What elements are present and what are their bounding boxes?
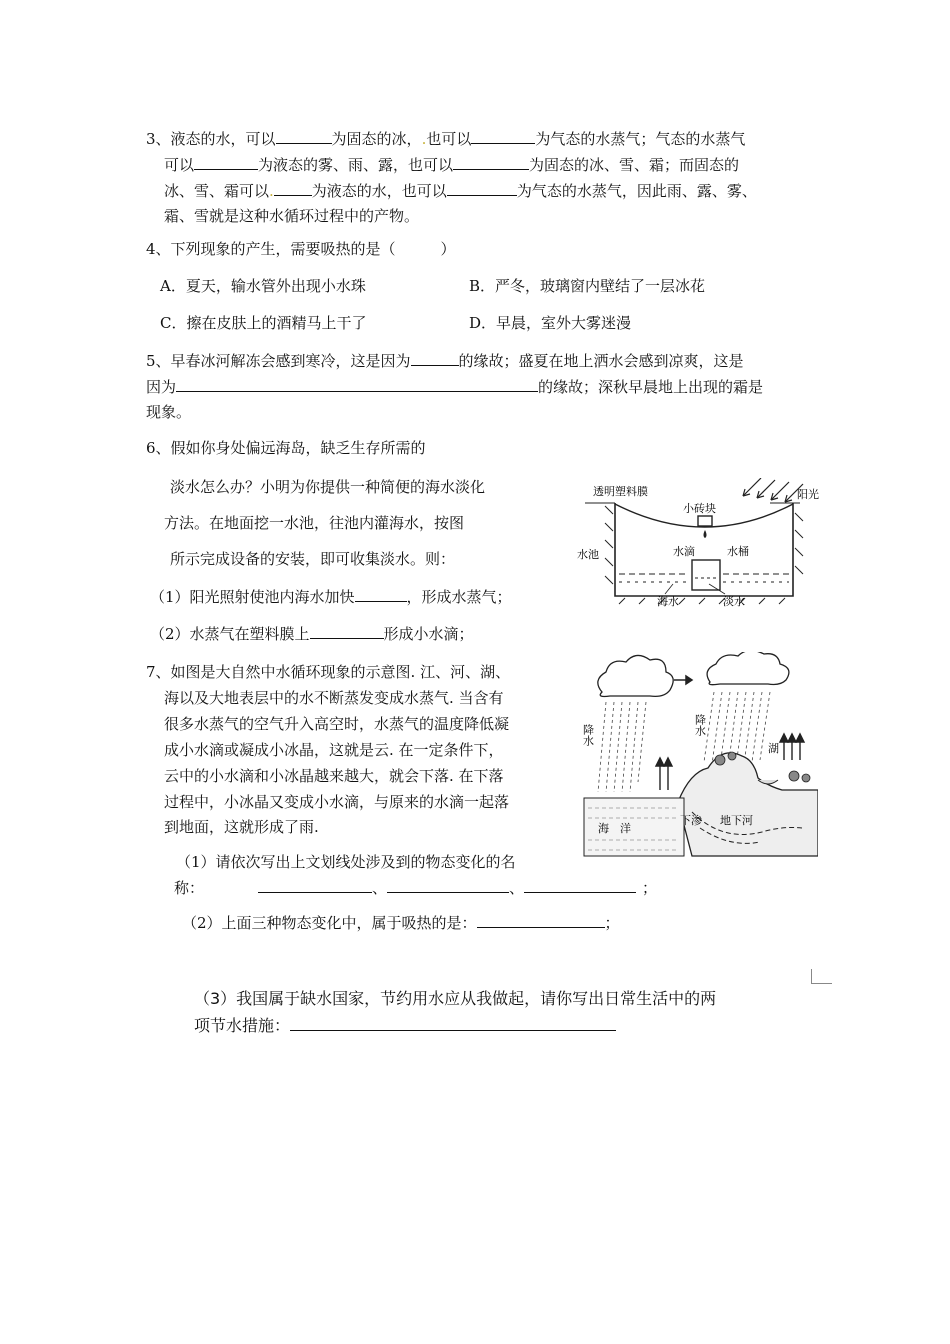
q4-option-a: A．夏天，输水管外出现小水珠	[160, 277, 366, 295]
label-underground-river: 地下河	[720, 814, 753, 827]
q5-blank-1[interactable]	[411, 351, 459, 366]
page-corner-mark	[811, 969, 832, 984]
q6-line4: 所示完成设备的安装，即可收集淡水。则：	[170, 550, 456, 568]
label-drop: 水滴	[673, 545, 695, 558]
q3-blank-6[interactable]	[447, 181, 517, 196]
cloud-right	[707, 652, 789, 685]
q3-blank-1[interactable]	[276, 129, 332, 144]
q7-sub2: （2）上面三种物态变化中，属于吸热的是： ；	[182, 914, 620, 932]
q5-line2: 因为 的缘故；深秋早晨地上出现的霜是	[146, 378, 764, 396]
q5-blank-2[interactable]	[176, 377, 538, 392]
label-film: 透明塑料膜	[593, 485, 648, 498]
q7-sub3-line2: 项节水措施：	[194, 1016, 616, 1036]
q7-line4: 成小水滴或凝成小冰晶，这就是云. 在一定条件下，	[164, 741, 504, 759]
q7-line5: 云中的小水滴和小冰晶越来越大，就会下落. 在下落	[164, 767, 504, 785]
label-seawater: 海水	[657, 595, 679, 608]
cloud-left	[598, 655, 673, 696]
q3-blank-4[interactable]	[453, 155, 529, 170]
bucket	[692, 560, 720, 590]
q7-blank-5[interactable]	[290, 1016, 616, 1031]
q3-line4: 霜、雪就是这种水循环过程中的产物。	[164, 207, 420, 225]
mountain	[678, 753, 818, 856]
label-freshwater: 淡水	[723, 595, 745, 608]
q6-line1: 6、假如你身处偏远海岛，缺乏生存所需的	[146, 439, 426, 457]
q6-blank-1[interactable]	[355, 587, 407, 602]
water-cycle-diagram	[582, 652, 818, 858]
mark-dot: .	[269, 182, 274, 200]
q3-blank-3[interactable]	[194, 155, 258, 170]
q4-option-c: C．擦在皮肤上的酒精马上干了	[160, 314, 367, 332]
label-rain-left: 降水	[582, 724, 595, 746]
label-lake: 湖	[768, 742, 779, 755]
solar-still-diagram	[575, 478, 825, 608]
q3-line1: 3、液态的水，可以 为固态的冰，.也可以 为气态的水蒸气；气态的水蒸气	[146, 130, 746, 148]
q7-line6: 过程中，小冰晶又变成小水滴，与原来的水滴一起落	[164, 793, 510, 811]
q7-sub3-line1: （3）我国属于缺水国家，节约用水应从我做起，请你写出日常生活中的两	[194, 989, 717, 1008]
q3-line3: 冰、雪、霜可以. 为液态的水，也可以 为气态的水蒸气，因此雨、露、雾、	[164, 182, 757, 200]
q6-sub2: （2）水蒸气在塑料膜上 形成小水滴；	[150, 625, 474, 643]
cloud-arrow	[674, 676, 692, 684]
q7-line7: 到地面，这就形成了雨.	[164, 818, 319, 836]
q6-blank-2[interactable]	[310, 624, 384, 639]
label-brick: 小砖块	[683, 502, 716, 515]
q5-line3: 现象。	[146, 403, 192, 421]
q7-sub1-line1: （1）请依次写出上文划线处涉及到的物态变化的名	[176, 853, 516, 871]
label-seep: 下渗	[680, 814, 702, 827]
brick	[698, 516, 712, 526]
q7-sub1-line2: 称： 、 、 ；	[174, 879, 658, 897]
q4-stem: 4、下列现象的产生，需要吸热的是（ ）	[146, 240, 456, 258]
label-bucket: 水桶	[727, 545, 749, 558]
q5-line1: 5、早春冰河解冻会感到寒冷，这是因为 的缘故；盛夏在地上洒水会感到凉爽，这是	[146, 352, 744, 370]
q7-blank-4[interactable]	[477, 913, 605, 928]
q7-blank-2[interactable]	[387, 878, 509, 893]
q6-line3: 方法。在地面挖一水池，往池内灌海水，按图	[164, 514, 465, 532]
rain-left	[598, 702, 646, 792]
q3-blank-2[interactable]	[471, 129, 535, 144]
q4-option-b: B．严冬，玻璃窗内壁结了一层冰花	[469, 277, 706, 295]
q7-line2: 海以及大地表层中的水不断蒸发变成水蒸气. 当含有	[164, 689, 504, 707]
q4-option-d: D．早晨，室外大雾迷漫	[469, 314, 632, 332]
q3-line2: 可以 为液态的雾、雨、露，也可以 为固态的冰、雪、霜；而固态的	[164, 156, 740, 174]
q7-line1: 7、如图是大自然中水循环现象的示意图. 江、河、湖、	[146, 663, 511, 681]
q6-line2: 淡水怎么办？小明为你提供一种简便的海水淡化	[170, 478, 486, 496]
water-drop	[704, 530, 707, 538]
q3-blank-5[interactable]	[274, 181, 312, 196]
label-ocean: 海 洋	[598, 822, 631, 835]
label-sun: 阳光	[797, 488, 819, 501]
q7-blank-3[interactable]	[524, 878, 636, 893]
sun-rays	[743, 478, 803, 502]
q7-blank-1[interactable]	[258, 878, 372, 893]
label-pool: 水池	[577, 548, 599, 561]
label-rain-right: 降水	[693, 714, 707, 736]
mark-dot: .	[421, 130, 427, 148]
q6-sub1: （1）阳光照射使池内海水加快 ，形成水蒸气；	[150, 588, 512, 606]
q7-line3: 很多水蒸气的空气升入高空时，水蒸气的温度降低凝	[164, 715, 510, 733]
